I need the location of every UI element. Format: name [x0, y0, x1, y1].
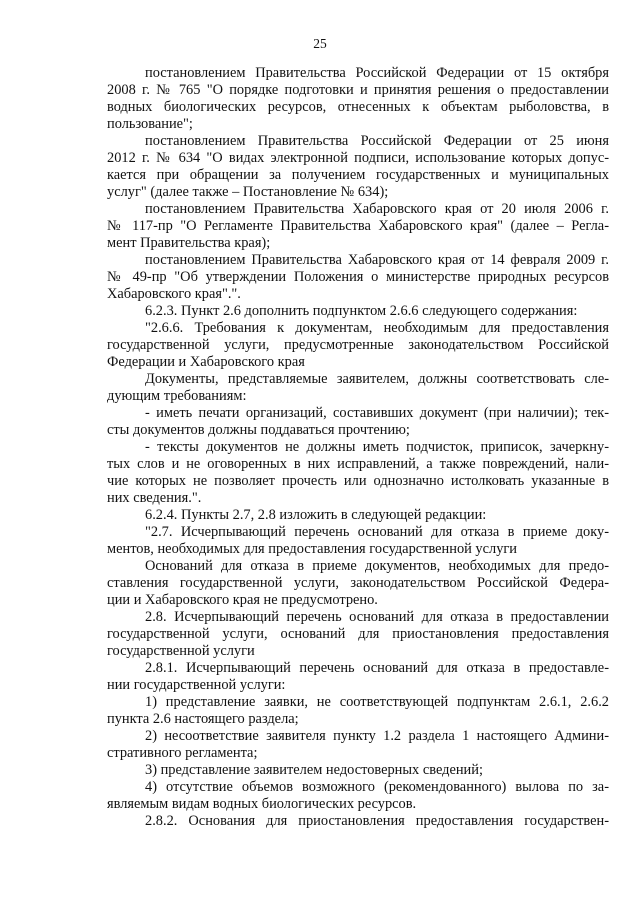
text-line: - тексты документов не должны иметь подчисток, приписок, зачеркну- — [145, 439, 609, 455]
text-line: постановлением Правительства Хабаровского края от 14 февраля 2009 г. — [145, 252, 609, 268]
text-line: пользование"; — [107, 116, 193, 132]
text-line: 2.8. Исчерпывающий перечень оснований для отказа в предоставлении — [145, 609, 609, 625]
text-line: пункта 2.6 настоящего раздела; — [107, 711, 299, 727]
text-line: № 49-пр "Об утверждении Положения о министерстве природных ресурсов — [107, 269, 609, 285]
text-line: государственной услуги, предусмотренные законодательством Российской — [107, 337, 609, 353]
text-line: них сведения.". — [107, 490, 202, 506]
text-line: 2) несоответствие заявителя пункту 1.2 раздела 1 настоящего Админи- — [145, 728, 609, 744]
text-line: Хабаровского края".". — [107, 286, 241, 302]
text-line: ции и Хабаровского края не предусмотрено. — [107, 592, 378, 608]
text-line: Документы, представляемые заявителем, должны соответствовать сле- — [145, 371, 609, 387]
text-line: стративного регламента; — [107, 745, 258, 761]
text-line: 6.2.4. Пункты 2.7, 2.8 изложить в следующей редакции: — [145, 507, 487, 523]
page-number: 25 — [313, 36, 327, 51]
text-line: "2.6.6. Требования к документам, необходимым для предоставления — [145, 320, 609, 336]
text-line: 4) отсутствие объемов возможного (рекомендованного) вылова по за- — [145, 779, 609, 795]
text-line: кается при обращении за получением государственных и муниципальных — [107, 167, 609, 183]
text-line: 2.8.2. Основания для приостановления предоставления государствен- — [145, 813, 609, 829]
text-line: государственной услуги, оснований для приостановления предоставления — [107, 626, 609, 642]
text-line: - иметь печати организаций, составивших документ (при наличии); тек- — [145, 405, 609, 421]
text-line: мент Правительства края); — [107, 235, 271, 251]
text-line: нии государственной услуги: — [107, 677, 286, 693]
text-line: № 117-пр "О Регламенте Правительства Хабаровского края" (далее – Регла- — [107, 218, 609, 234]
text-line: тых слов и не оговоренных в них исправлений, а также повреждений, нали- — [107, 456, 609, 472]
text-line: "2.7. Исчерпывающий перечень оснований для отказа в приеме доку- — [145, 524, 609, 540]
text-line: услуг" (далее также – Постановление № 634); — [107, 184, 389, 200]
text-line: 2012 г. № 634 "О видах электронной подписи, использование которых допус- — [107, 150, 609, 166]
text-line: 3) представление заявителем недостоверных сведений; — [145, 762, 483, 778]
text-line: Оснований для отказа в приеме документов, необходимых для предо- — [145, 558, 609, 574]
text-line: сты документов должны поддаваться прочтению; — [107, 422, 410, 438]
text-line: водных биологических ресурсов, отнесенных к объектам рыболовства, в — [107, 99, 609, 115]
document-body — [107, 65, 609, 830]
text-line: 6.2.3. Пункт 2.6 дополнить подпунктом 2.6.6 следующего содержания: — [145, 303, 578, 319]
text-line: являемым видам водных биологических ресурсов. — [107, 796, 417, 812]
text-line: ставления государственной услуги, законодательством Российской Федера- — [107, 575, 609, 591]
text-line: 1) представление заявки, не соответствующей подпунктам 2.6.1, 2.6.2 — [145, 694, 609, 710]
text-line: ментов, необходимых для предоставления государственной услуги — [107, 541, 517, 557]
text-line: постановлением Правительства Российской Федерации от 25 июня — [145, 133, 609, 149]
text-line: государственной услуги — [107, 643, 255, 659]
text-line: 2.8.1. Исчерпывающий перечень оснований для отказа в предоставле- — [145, 660, 609, 676]
text-line: дующим требованиям: — [107, 388, 247, 404]
text-line: Федерации и Хабаровского края — [107, 354, 305, 370]
text-line: 2008 г. № 765 "О порядке подготовки и принятия решения о предоставлении — [107, 82, 609, 98]
text-line: чие которых не позволяет прочесть или однозначно истолковать указанные в — [107, 473, 609, 489]
text-line: постановлением Правительства Хабаровского края от 20 июля 2006 г. — [145, 201, 609, 217]
text-line: постановлением Правительства Российской Федерации от 15 октября — [145, 65, 609, 81]
